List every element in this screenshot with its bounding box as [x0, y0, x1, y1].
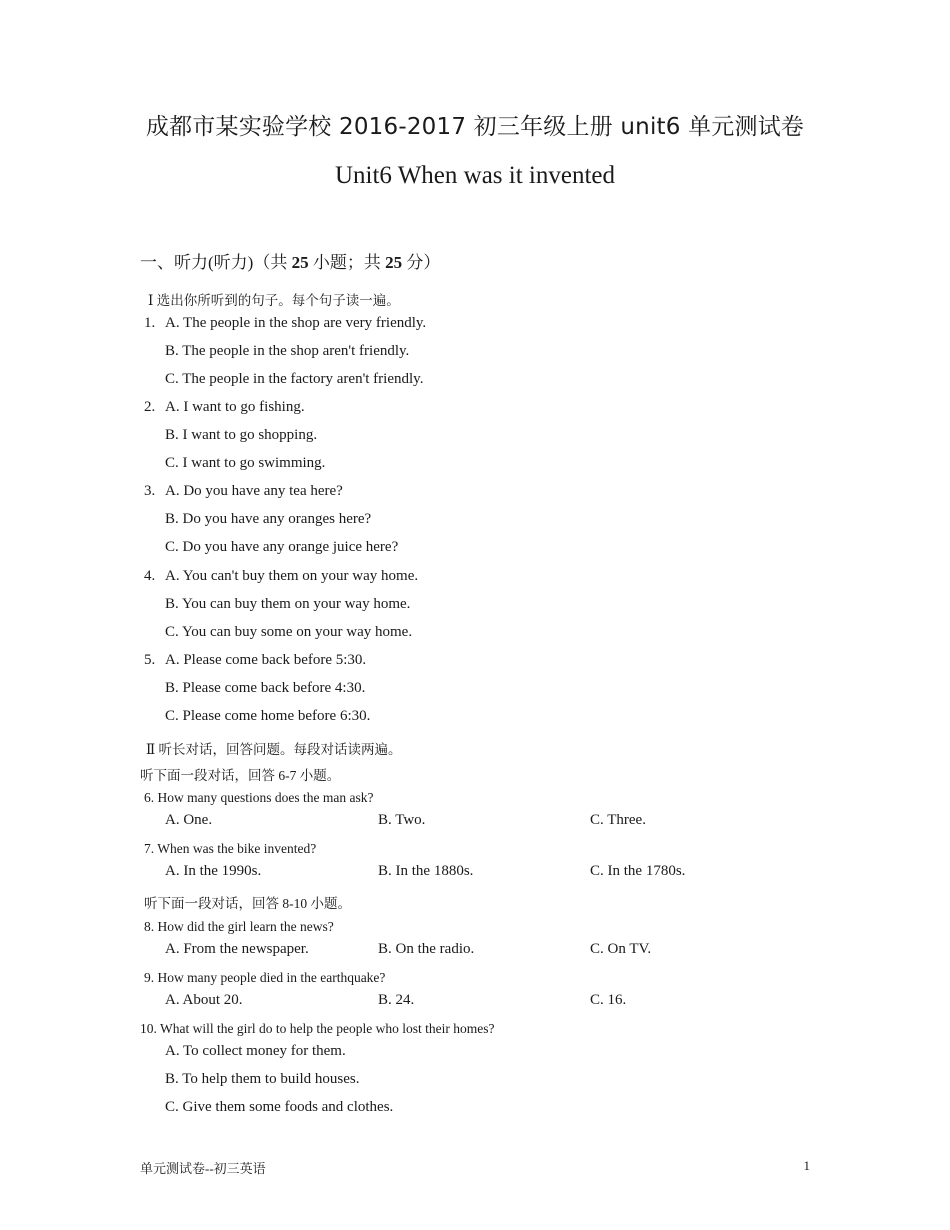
q10-text: 10. What will the girl do to help the people who lost their homes?: [140, 1021, 495, 1036]
q4-option-c: C. You can buy some on your way home.: [165, 624, 413, 640]
q9-option-c: C. 16.: [590, 992, 627, 1008]
q9-text: 9. How many people died in the earthquake?: [144, 970, 386, 985]
heading-suffix: 分）: [402, 253, 441, 272]
q7-text: 7. When was the bike invented?: [144, 841, 317, 856]
q6-text: 6. How many questions does the man ask?: [144, 790, 374, 805]
q10-option-b: B. To help them to build houses.: [165, 1071, 360, 1087]
q7-option-a: A. In the 1990s.: [165, 863, 262, 879]
q5-option-b: B. Please come back before 4:30.: [165, 680, 366, 696]
section-heading-listening: [140, 248, 440, 273]
q4-option-b: B. You can buy them on your way home.: [165, 596, 411, 612]
q9-option-a: A. About 20.: [165, 992, 243, 1008]
dialog1-intro: 听下面一段对话，回答 6-7 小题。: [140, 768, 341, 783]
q3-option-b: B. Do you have any oranges here?: [165, 511, 372, 527]
q5-option-c: C. Please come home before 6:30.: [165, 708, 371, 724]
part2-instruction: Ⅱ 听长对话，回答问题。每段对话读两遍。: [146, 742, 402, 757]
q5-option-a: A. Please come back before 5:30.: [165, 652, 367, 668]
q6-option-c: C. Three.: [590, 812, 646, 828]
heading-count: 25: [291, 253, 309, 272]
heading-mid: 小题；共: [308, 253, 386, 272]
q2-option-a: A. I want to go fishing.: [165, 399, 305, 415]
q3-option-c: C. Do you have any orange juice here?: [165, 539, 399, 555]
q3-number: 3.: [144, 483, 156, 499]
q1-option-c: C. The people in the factory aren't friendly.: [165, 371, 424, 387]
document-title: 成都市某实验学校 2016-2017 初三年级上册 unit6 单元测试卷: [145, 114, 805, 140]
q8-option-a: A. From the newspaper.: [165, 941, 309, 957]
q4-number: 4.: [144, 568, 156, 584]
part1-instruction: Ⅰ 选出你所听到的句子。每个句子读一遍。: [148, 293, 400, 308]
q7-option-b: B. In the 1880s.: [378, 863, 474, 879]
footer-label: 单元测试卷--初三英语: [140, 1161, 266, 1176]
heading-prefix: 一、听力(听力)（共: [140, 253, 292, 272]
q8-text: 8. How did the girl learn the news?: [144, 919, 334, 934]
q1-option-b: B. The people in the shop aren't friendly.: [165, 343, 410, 359]
q1-number: 1.: [144, 315, 156, 331]
q7-option-c: C. In the 1780s.: [590, 863, 686, 879]
q4-option-a: A. You can't buy them on your way home.: [165, 568, 419, 584]
document-subtitle: Unit6 When was it invented: [334, 162, 616, 189]
q10-option-c: C. Give them some foods and clothes.: [165, 1099, 394, 1115]
q6-option-b: B. Two.: [378, 812, 426, 828]
q8-option-c: C. On TV.: [590, 941, 652, 957]
q5-number: 5.: [144, 652, 156, 668]
q8-option-b: B. On the radio.: [378, 941, 475, 957]
q10-option-a: A. To collect money for them.: [165, 1043, 346, 1059]
q9-option-b: B. 24.: [378, 992, 415, 1008]
q3-option-a: A. Do you have any tea here?: [165, 483, 343, 499]
q1-option-a: A. The people in the shop are very friendly.: [165, 315, 427, 331]
heading-score: 25: [385, 253, 403, 272]
q2-option-b: B. I want to go shopping.: [165, 427, 318, 443]
q2-number: 2.: [144, 399, 156, 415]
q2-option-c: C. I want to go swimming.: [165, 455, 326, 471]
page-number: 1: [803, 1158, 810, 1173]
dialog2-intro: 听下面一段对话，回答 8-10 小题。: [144, 896, 351, 911]
q6-option-a: A. One.: [165, 812, 213, 828]
